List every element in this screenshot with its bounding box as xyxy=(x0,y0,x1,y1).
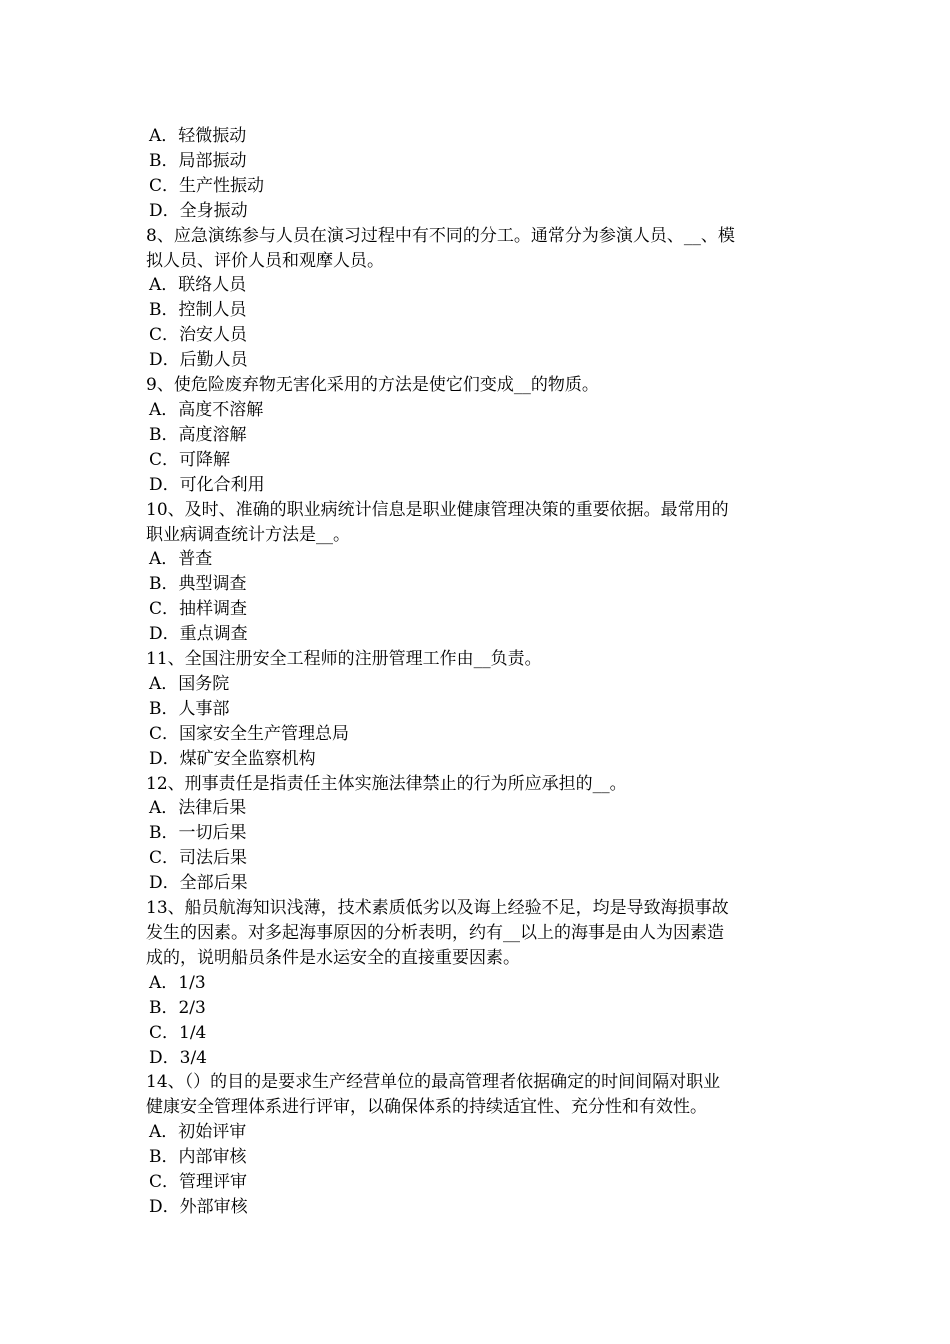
question-9 xyxy=(146,373,810,498)
option-line: A．国务院 xyxy=(149,673,230,694)
question-stem-line: 拟人员、评价人员和观摩人员。 xyxy=(146,250,384,271)
question-14 xyxy=(146,1070,810,1219)
question-stem-line: 健康安全管理体系进行评审，以确保体系的持续适宜性、充分性和有效性。 xyxy=(146,1097,707,1118)
question-stem-line: 12、刑事责任是指责任主体实施法律禁止的行为所应承担的__。 xyxy=(146,773,627,794)
option-line: C．司法后果 xyxy=(149,848,248,869)
option-line: A．初始评审 xyxy=(149,1122,247,1143)
option-line: C．治安人员 xyxy=(149,325,248,346)
option-line: A．联络人员 xyxy=(149,275,247,296)
question-stem-line: 11、全国注册安全工程师的注册管理工作由__负责。 xyxy=(146,649,542,670)
option-line: B．内部审核 xyxy=(149,1147,247,1168)
question-10 xyxy=(146,498,810,647)
question-stem-line: 9、使危险废弃物无害化采用的方法是使它们变成__的物质。 xyxy=(146,375,599,396)
option-line: A．普查 xyxy=(149,549,213,570)
option-line: D．后勤人员 xyxy=(149,350,248,371)
option-line: C．1/4 xyxy=(149,1022,207,1043)
option-line: D．重点调查 xyxy=(149,624,248,645)
question-stem-line: 成的，说明船员条件是水运安全的直接重要因素。 xyxy=(146,947,520,968)
question-11 xyxy=(146,647,810,772)
question-stem-line: 8、应急演练参与人员在演习过程中有不同的分工。通常分为参演人员、__、模 xyxy=(146,225,735,246)
option-line: D．煤矿安全监察机构 xyxy=(149,748,316,769)
option-line: B．控制人员 xyxy=(149,300,247,321)
option-line: A．高度不溶解 xyxy=(149,399,264,420)
option-line: B．局部振动 xyxy=(149,150,247,171)
option-line: C．可降解 xyxy=(149,449,231,470)
option-line: D．全身振动 xyxy=(149,200,248,221)
option-line: C．抽样调查 xyxy=(149,599,248,620)
option-line: C．国家安全生产管理总局 xyxy=(149,723,350,744)
document-page xyxy=(146,124,810,1220)
option-line: B．高度溶解 xyxy=(149,424,247,445)
option-line: B．一切后果 xyxy=(149,823,247,844)
option-line: D．全部后果 xyxy=(149,873,248,894)
option-line: A．1/3 xyxy=(149,972,206,993)
option-line: A．法律后果 xyxy=(149,798,247,819)
option-line: D．可化合利用 xyxy=(149,474,265,495)
option-line: D．3/4 xyxy=(149,1047,207,1068)
question-stem-line: 13、船员航海知识浅薄，技术素质低劣以及诲上经验不足，均是导致海损事故 xyxy=(146,898,729,919)
lead-option-list xyxy=(146,124,810,224)
option-line: A．轻微振动 xyxy=(149,126,247,146)
option-line: B．人事部 xyxy=(149,698,230,719)
question-12 xyxy=(146,772,810,897)
question-stem-line: 发生的因素。对多起海事原因的分析表明，约有__以上的海事是由人为因素造 xyxy=(146,923,724,943)
option-line: B．2/3 xyxy=(149,997,206,1018)
question-stem-line: 14、（）的目的是要求生产经营单位的最高管理者依据确定的时间间隔对职业 xyxy=(146,1072,721,1093)
option-line: C．管理评审 xyxy=(149,1172,248,1193)
question-8 xyxy=(146,224,810,373)
question-stem-line: 10、及时、准确的职业病统计信息是职业健康管理决策的重要依据。最常用的 xyxy=(146,499,729,520)
question-13 xyxy=(146,896,810,1070)
option-line: D．外部审核 xyxy=(149,1196,248,1217)
option-line: C．生产性振动 xyxy=(149,175,265,196)
question-stem-line: 职业病调查统计方法是__。 xyxy=(146,524,350,545)
option-line: B．典型调查 xyxy=(149,574,247,595)
